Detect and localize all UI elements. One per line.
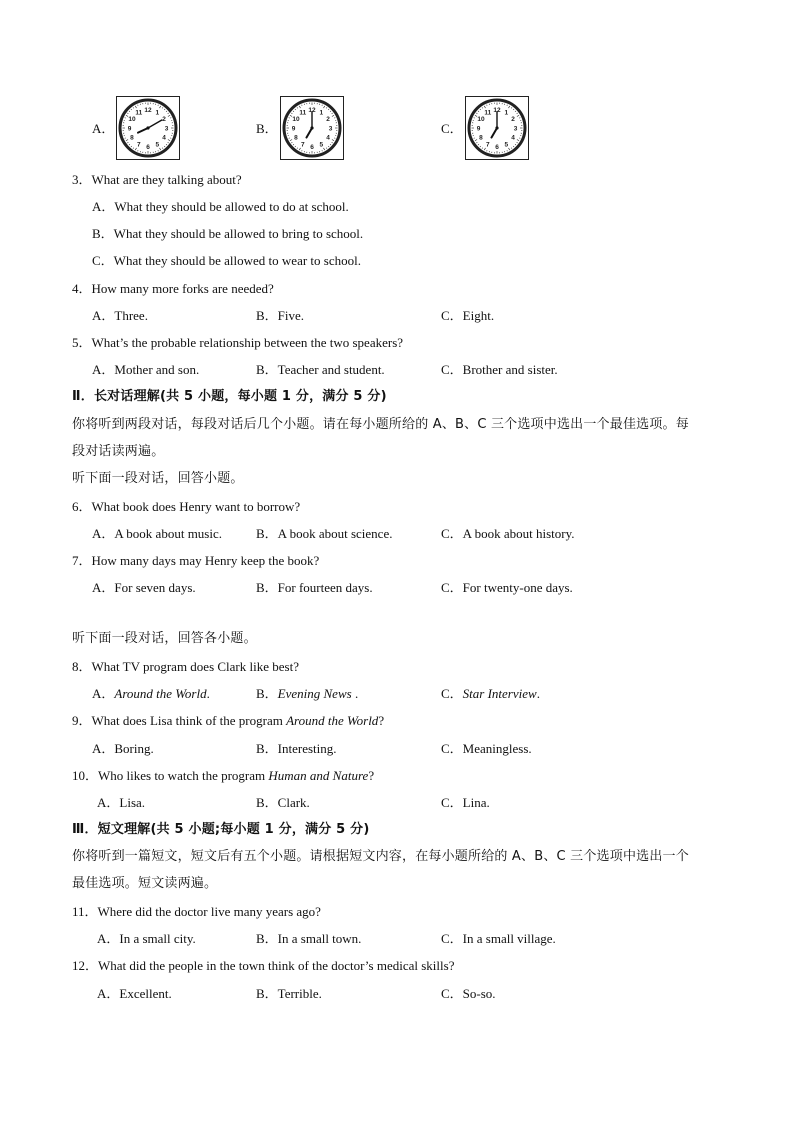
question-9-option-a[interactable]: A．Boring. (92, 741, 154, 756)
question-10-option-c[interactable]: C．Lina. (441, 795, 490, 810)
stem-text: 10．Who likes to watch the program (72, 768, 269, 783)
option-b-label: B． (256, 121, 278, 136)
clock-number: 2 (326, 116, 330, 124)
question-4-option-a[interactable]: A．Three. (92, 308, 148, 323)
question-3-option-c[interactable]: C．What they should be allowed to wear to school. (92, 253, 361, 268)
punctuation: . (351, 686, 359, 701)
option-letter: A． (92, 686, 115, 701)
question-11-option-b[interactable]: B．In a small town. (256, 931, 362, 946)
section-2-instructions-line-2: 段对话读两遍。 (72, 444, 165, 459)
question-4-stem: 4．How many more forks are needed? (72, 281, 274, 296)
section-2-instructions-line-1: 你将听到两段对话，每段对话后几个小题。请在每小题所给的 A、B、C 三个选项中选出一个最佳选项。每 (72, 417, 689, 432)
punctuation: . (536, 686, 540, 701)
clock-number: 5 (319, 141, 324, 149)
clock-number: 5 (155, 141, 160, 149)
clock-number: 3 (513, 125, 518, 133)
clock-option-b (280, 96, 344, 160)
clock-number: 4 (326, 134, 330, 142)
question-10-option-a[interactable]: A．Lisa. (97, 795, 146, 810)
dialog-2-intro: 听下面一段对话，回答各小题。 (72, 631, 257, 646)
question-5-stem: 5．What’s the probable relationship between the two speakers? (72, 335, 404, 350)
question-11-stem: 11．Where did the doctor live many years ago? (72, 904, 321, 919)
program-title: Evening News (277, 686, 352, 701)
option-a-label: A． (92, 121, 115, 136)
question-5-option-c[interactable]: C．Brother and sister. (441, 362, 558, 377)
clock-number: 9 (291, 125, 296, 133)
clock-number: 11 (484, 109, 492, 117)
program-title: Around the World (286, 713, 379, 728)
question-7-stem: 7．How many days may Henry keep the book? (72, 553, 320, 568)
clock-number: 2 (511, 116, 515, 124)
question-8-option-b[interactable] (256, 686, 358, 702)
program-title: Human and Nature (268, 768, 369, 783)
option-c-label: C． (441, 121, 463, 136)
clock-icon (465, 96, 529, 160)
stem-text: 9．What does Lisa think of the program (72, 713, 287, 728)
question-7-option-b[interactable]: B．For fourteen days. (256, 580, 373, 595)
question-5-option-a[interactable]: A．Mother and son. (92, 362, 200, 377)
clock-number: 9 (476, 125, 481, 133)
question-7-option-c[interactable]: C．For twenty-one days. (441, 580, 573, 595)
question-4-option-b[interactable]: B．Five. (256, 308, 305, 323)
question-12-stem: 12．What did the people in the town think of the doctor’s medical skills? (72, 958, 455, 973)
clock-number: 10 (292, 116, 300, 124)
question-9-option-c[interactable]: C．Meaningless. (441, 741, 532, 756)
clock-center (495, 126, 498, 129)
question-10-stem (72, 768, 374, 784)
clock-number: 1 (319, 109, 324, 117)
punctuation: ? (378, 713, 385, 728)
question-8-stem: 8．What TV program does Clark like best? (72, 659, 299, 674)
question-5-option-b[interactable]: B．Teacher and student. (256, 362, 385, 377)
question-7-option-a[interactable]: A．For seven days. (92, 580, 196, 595)
clock-number: 3 (328, 125, 333, 133)
question-11-option-a[interactable]: A．In a small city. (97, 931, 196, 946)
clock-icon (116, 96, 180, 160)
clock-number: 10 (477, 116, 485, 124)
clock-center (146, 126, 149, 129)
question-9-stem (72, 713, 384, 729)
question-4-option-c[interactable]: C．Eight. (441, 308, 495, 323)
option-letter: B． (256, 686, 278, 701)
clock-number: 3 (164, 125, 169, 133)
section-2-heading: Ⅱ．长对话理解(共 5 小题，每小题 1 分，满分 5 分) (72, 389, 387, 404)
clock-number: 9 (127, 125, 132, 133)
clock-icon (280, 96, 344, 160)
clock-number: 1 (504, 109, 509, 117)
option-letter: C． (441, 686, 463, 701)
clock-option-a (116, 96, 180, 160)
clock-number: 12 (493, 106, 501, 114)
question-12-option-c[interactable]: C．So-so. (441, 986, 496, 1001)
section-3-instructions-line-1: 你将听到一篇短文，短文后有五个小题。请根据短文内容，在每小题所给的 A、B、C 三个选项中选出一个 (72, 849, 689, 864)
clock-number: 5 (504, 141, 509, 149)
clock-option-c (465, 96, 529, 160)
clock-number: 6 (310, 143, 314, 151)
section-3-heading: Ⅲ．短文理解(共 5 小题;每小题 1 分，满分 5 分) (72, 822, 370, 837)
question-8-option-c[interactable] (441, 686, 540, 702)
question-10-option-b[interactable]: B．Clark. (256, 795, 310, 810)
clock-number: 6 (146, 143, 150, 151)
clock-number: 8 (130, 134, 134, 142)
clock-number: 8 (479, 134, 483, 142)
question-3-option-b[interactable]: B．What they should be allowed to bring to school. (92, 226, 364, 241)
question-6-option-c[interactable]: C．A book about history. (441, 526, 575, 541)
program-title: Star Interview (462, 686, 537, 701)
clock-number: 8 (294, 134, 298, 142)
clock-number: 4 (162, 134, 166, 142)
question-8-option-a[interactable] (92, 686, 210, 702)
clock-number: 2 (162, 116, 166, 124)
punctuation: . (206, 686, 210, 701)
question-11-option-c[interactable]: C．In a small village. (441, 931, 556, 946)
punctuation: ? (368, 768, 375, 783)
question-6-option-b[interactable]: B．A book about science. (256, 526, 393, 541)
question-3-stem: 3．What are they talking about? (72, 172, 242, 187)
question-12-option-b[interactable]: B．Terrible. (256, 986, 322, 1001)
question-6-option-a[interactable]: A．A book about music. (92, 526, 222, 541)
clock-number: 11 (299, 109, 307, 117)
clock-number: 10 (128, 116, 136, 124)
question-6-stem: 6．What book does Henry want to borrow? (72, 499, 301, 514)
dialog-1-intro: 听下面一段对话，回答小题。 (72, 471, 244, 486)
clock-number: 11 (135, 109, 143, 117)
clock-number: 4 (511, 134, 515, 142)
clock-number: 1 (155, 109, 160, 117)
clock-number: 12 (308, 106, 316, 114)
question-3-option-a[interactable]: A．What they should be allowed to do at school. (92, 199, 349, 214)
question-12-option-a[interactable]: A．Excellent. (97, 986, 172, 1001)
question-9-option-b[interactable]: B．Interesting. (256, 741, 337, 756)
program-title: Around the World (114, 686, 207, 701)
clock-number: 12 (144, 106, 152, 114)
clock-number: 7 (300, 141, 305, 149)
clock-center (310, 126, 313, 129)
clock-number: 6 (495, 143, 499, 151)
clock-number: 7 (136, 141, 141, 149)
clock-number: 7 (485, 141, 490, 149)
section-3-instructions-line-2: 最佳选项。短文读两遍。 (72, 876, 218, 891)
